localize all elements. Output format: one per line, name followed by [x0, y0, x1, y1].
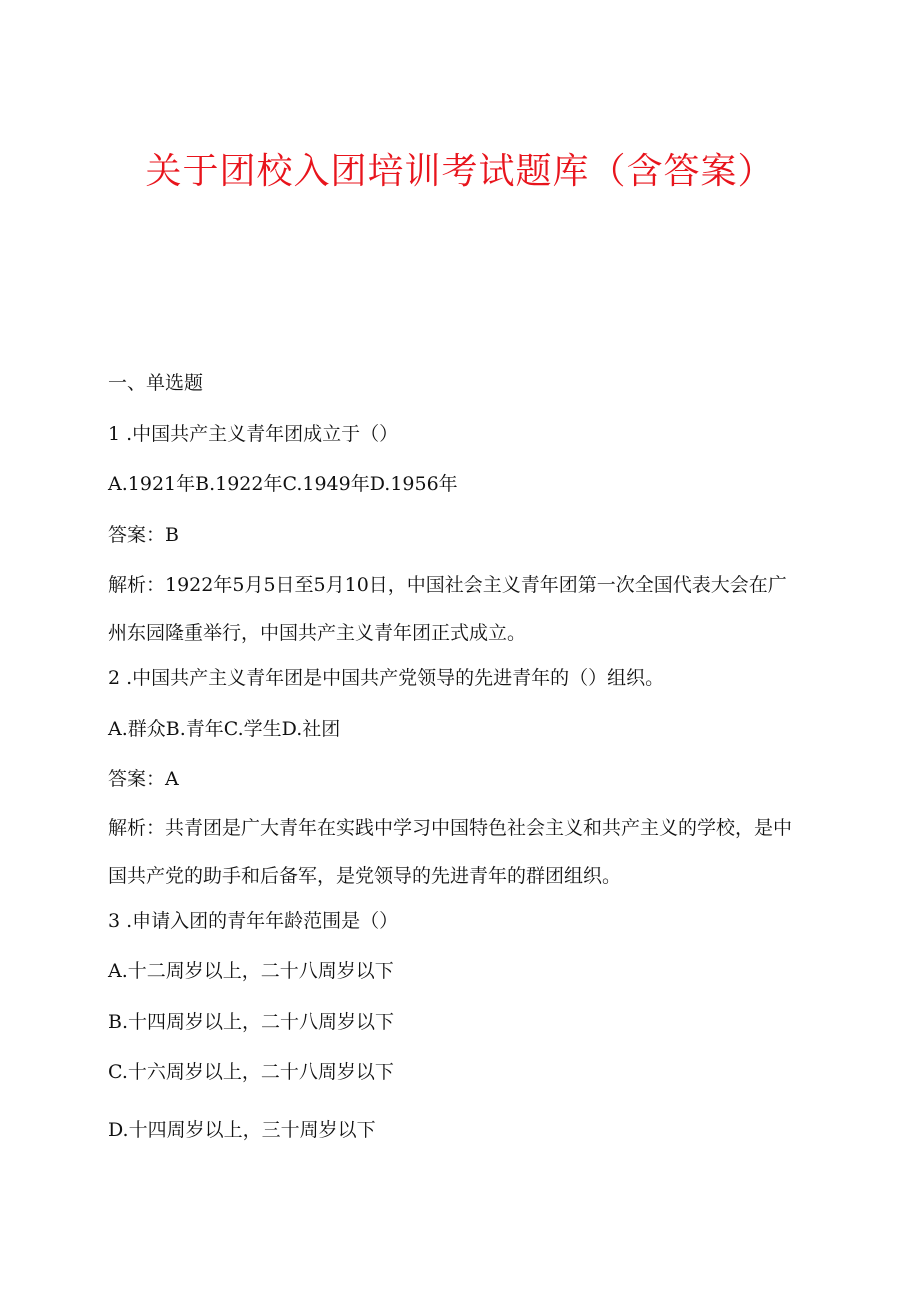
question-3-option-a: A.十二周岁以上，二十八周岁以下: [108, 960, 394, 982]
question-2-answer: 答案：A: [108, 768, 179, 790]
question-2: 2 .中国共产主义青年团是中国共产党领导的先进青年的（）组织。: [108, 667, 665, 689]
section-heading: 一、单选题: [108, 372, 204, 394]
question-3: 3 .申请入团的青年年龄范围是（）: [108, 910, 399, 932]
question-3-option-c: C.十六周岁以上，二十八周岁以下: [108, 1061, 394, 1083]
question-1: 1 .中国共产主义青年团成立于（）: [108, 423, 399, 445]
question-2-analysis: 解析：共青团是广大青年在实践中学习中国特色社会主义和共产主义的学校，是中国共产党的助手和后备军，是党领导的先进青年的群团组织。: [108, 817, 793, 887]
question-3-option-d: D.十四周岁以上，三十周岁以下: [108, 1119, 376, 1141]
question-1-options: A.1921年B.1922年C.1949年D.1956年: [108, 473, 458, 495]
question-2-options: A.群众B.青年C.学生D.社团: [108, 718, 341, 740]
question-3-option-b: B.十四周岁以上，二十八周岁以下: [108, 1011, 395, 1033]
question-1-answer: 答案：B: [108, 524, 179, 546]
question-1-analysis: 解析：1922年5月5日至5月10日，中国社会主义青年团第一次全国代表大会在广州东园隆重举行，中国共产主义青年团正式成立。: [108, 574, 787, 644]
document-title: 关于团校入团培训考试题库（含答案）: [145, 151, 775, 192]
